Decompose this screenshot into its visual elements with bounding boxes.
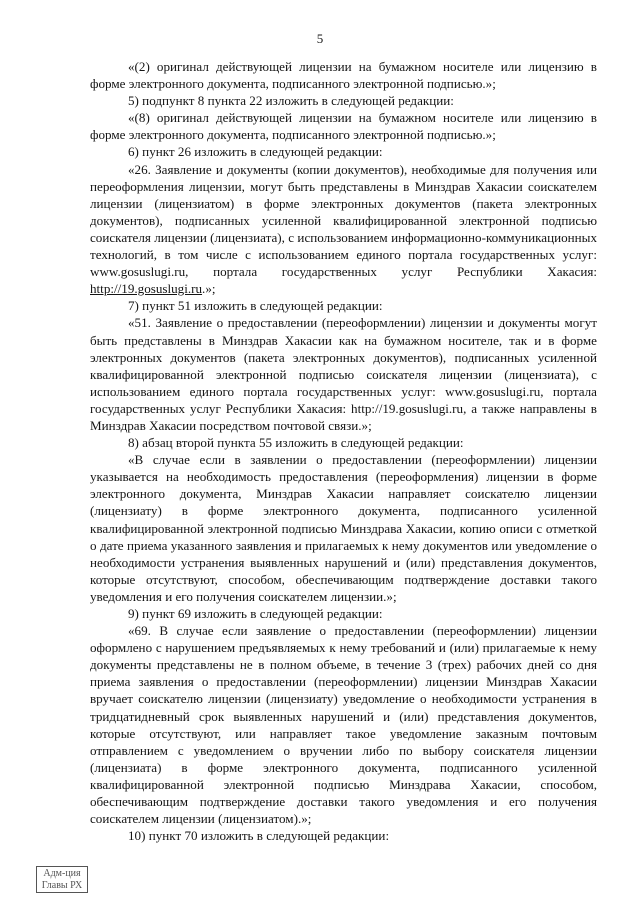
paragraph-quote-point-51: «51. Заявление о предоставлении (переоформлении) лицензии и документы могут быть представлены в Минздрав Хакасии как на бумажном носителе, так и в форме электронных документов (пакета электронных документов), подписанных усиленной квалифицированной электронной подписью соискателя лицензии (лицензиата), с использованием единого портала государственных услуг: www.gosuslugi.ru, портала государственных услуг Республики Хакасия: http://19.gosuslugi.ru, а также направлены в Минздрав Хакасии посредством почтовой связи.»; [90,315,597,433]
paragraph-item-9: 9) пункт 69 изложить в следующей редакции: [128,606,383,621]
document-body [90,58,597,844]
office-stamp [36,866,88,893]
gosuslugi-link[interactable]: http://19.gosuslugi.ru [90,281,203,297]
point-26-text: «26. Заявление и документы (копии документов), необходимые для получения или переоформления лицензии, могут быть представлены в Минздрав Хакасии соискателем лицензии (лицензиатом) в форме электронных документов (пакета электронных документов), подписанных усиленной квалифицированной электронной подписью соискателя лицензии (лицензиата), с использованием информационно-коммуникационных технологий, в том числе с использованием единого портала государственных услуг: www.gosuslugi.ru, портала государственных услуг Республики Хакасия: [90,161,597,280]
paragraph-quote-point-55: «В случае если в заявлении о предоставлении (переоформлении) лицензии указывается на необходимость предоставления (переоформления) лицензии в форме электронного документа, Минздрав Хакасии направляет соискателю лицензии (лицензиату) в форме электронного документа, подписанного усиленной квалифицированной электронной подписью Минздрава Хакасии, копию описи с отметкой о дате приема указанного заявления и прилагаемых к нему документов или уведомление о необходимости устранения выявленных нарушений и (или) представления документов, которые отсутствуют, способом, обеспечивающим подтверждение доставки такого уведомления и его получения соискателем лицензии.»; [90,452,597,604]
paragraph-quote-point-69: «69. В случае если заявление о предоставлении (переоформлении) лицензии оформлено с нарушением предъявляемых к нему требований и (или) прилагаемые к нему документы представлены не в полном объеме, в течение 3 (трех) рабочих дней со дня приема заявления о предоставлении (переоформлении) лицензии Минздрав Хакасии вручает соискателю лицензии (лицензиату) уведомление о необходимости устранения в тридцатидневный срок выявленных нарушений и (или) представления документов, которые отсутствуют, или направляет такое уведомление заказным почтовым отправлением с уведомлением о вручении либо по выбору соискателя лицензии (лицензиата) в форме электронного документа, подписанного усиленной квалифицированной электронной подписью Минздрава Хакасии, способом, обеспечивающим подтверждение доставки такого уведомления и его получения соискателем лицензии (лицензиатом).»; [90,623,597,827]
page-number: 5 [316,31,324,46]
paragraph-quote-subitem-2: «(2) оригинал действующей лицензии на бумажном носителе или лицензию в форме электронного документа, подписанного электронной подписью.»; [90,59,597,92]
paragraph-quote-point-26 [90,161,597,298]
stamp-line-2: Главы РХ [41,880,83,891]
stamp-line-1: Адм-ция [43,868,81,879]
paragraph-item-6: 6) пункт 26 изложить в следующей редакции: [128,144,383,160]
point-26-suffix: .»; [202,281,216,297]
paragraph-item-10: 10) пункт 70 изложить в следующей редакции: [128,828,390,844]
paragraph-item-8: 8) абзац второй пункта 55 изложить в следующей редакции: [128,435,464,451]
paragraph-item-7: 7) пункт 51 изложить в следующей редакции: [128,298,383,314]
paragraph-item-5: 5) подпункт 8 пункта 22 изложить в следующей редакции: [128,93,454,109]
paragraph-quote-subitem-8: «(8) оригинал действующей лицензии на бумажном носителе или лицензию в форме электронного документа, подписанного электронной подписью.»; [90,110,597,143]
